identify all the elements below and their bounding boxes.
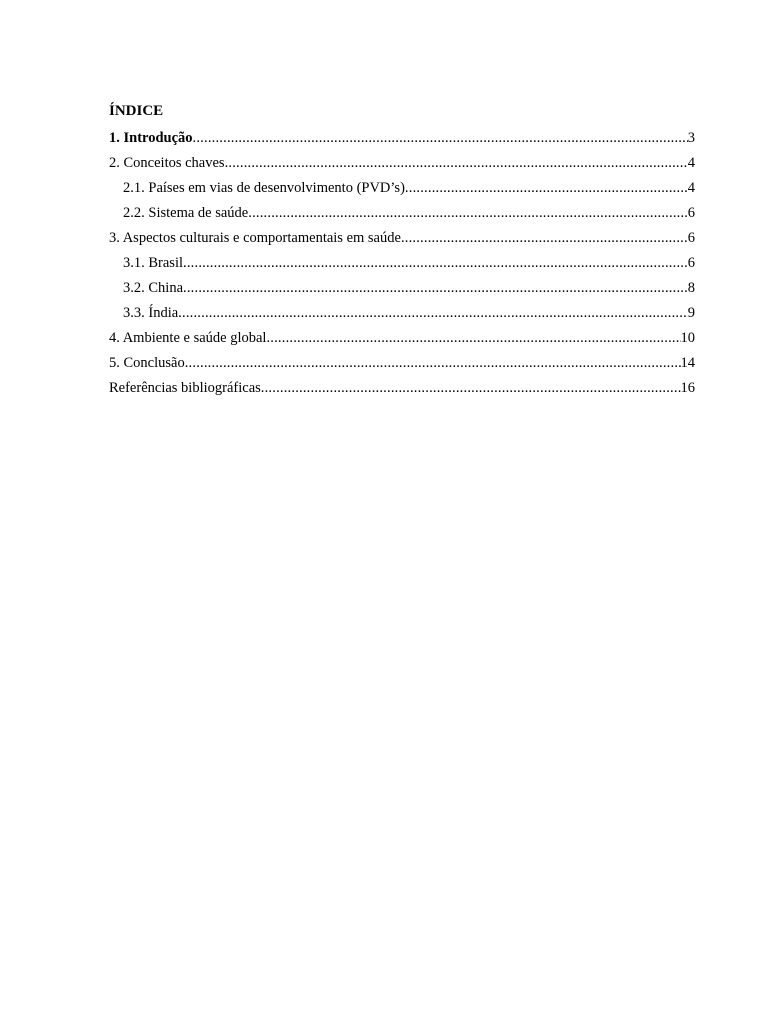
toc-dot-leader: [183, 276, 688, 301]
toc-entry-label: 4. Ambiente e saúde global: [109, 330, 267, 346]
toc-dot-leader: [248, 201, 688, 226]
toc-dot-leader: [225, 151, 688, 176]
toc-entry-label: 3.2. China: [123, 280, 184, 296]
toc-entry-page-number: 4: [687, 155, 695, 171]
toc-entry-label: 3.3. Índia: [123, 305, 179, 321]
toc-title: ÍNDICE: [109, 103, 164, 119]
toc-entry[interactable]: [109, 301, 695, 326]
toc-dot-leader: [185, 351, 681, 376]
toc-entry-page-number: 4: [687, 180, 695, 196]
toc-entry-label: 3.1. Brasil: [123, 255, 184, 271]
toc-entry-label: 3. Aspectos culturais e comportamentais em saúde: [109, 230, 401, 246]
toc-dot-leader: [266, 326, 680, 351]
toc-entry[interactable]: [109, 126, 695, 151]
toc-entry[interactable]: [109, 326, 695, 351]
toc-entry-label: 1. Introdução: [109, 130, 193, 146]
toc-entry[interactable]: [109, 151, 695, 176]
toc-dot-leader: [405, 176, 688, 201]
toc-entry-page-number: 8: [687, 280, 695, 296]
toc-entry[interactable]: [109, 226, 695, 251]
toc-entry-page-number: 3: [687, 130, 695, 146]
toc-entry-page-number: 16: [680, 380, 695, 396]
table-of-contents: [109, 101, 695, 401]
toc-entry[interactable]: [109, 176, 695, 201]
toc-entry[interactable]: [109, 251, 695, 276]
toc-entry-label: 2. Conceitos chaves: [109, 155, 225, 171]
toc-entry-label: 2.1. Países em vias de desenvolvimento (PVD’s): [123, 180, 405, 196]
toc-entry[interactable]: [109, 351, 695, 376]
toc-entry-label: Referências bibliográficas: [109, 380, 261, 396]
toc-entry-page-number: 10: [680, 330, 695, 346]
toc-entry-page-number: 6: [687, 255, 695, 271]
toc-entry[interactable]: [109, 376, 695, 401]
toc-entry[interactable]: [109, 201, 695, 226]
toc-list: [109, 126, 695, 401]
toc-entry-page-number: 6: [687, 205, 695, 221]
toc-dot-leader: [193, 126, 688, 151]
toc-dot-leader: [401, 226, 688, 251]
toc-dot-leader: [261, 376, 681, 401]
toc-entry-label: 2.2. Sistema de saúde: [123, 205, 249, 221]
toc-dot-leader: [178, 301, 688, 326]
toc-entry-label: 5. Conclusão: [109, 355, 185, 371]
toc-entry-page-number: 9: [687, 305, 695, 321]
toc-entry-page-number: 14: [680, 355, 695, 371]
toc-entry[interactable]: [109, 276, 695, 301]
toc-entry-page-number: 6: [687, 230, 695, 246]
toc-dot-leader: [183, 251, 688, 276]
